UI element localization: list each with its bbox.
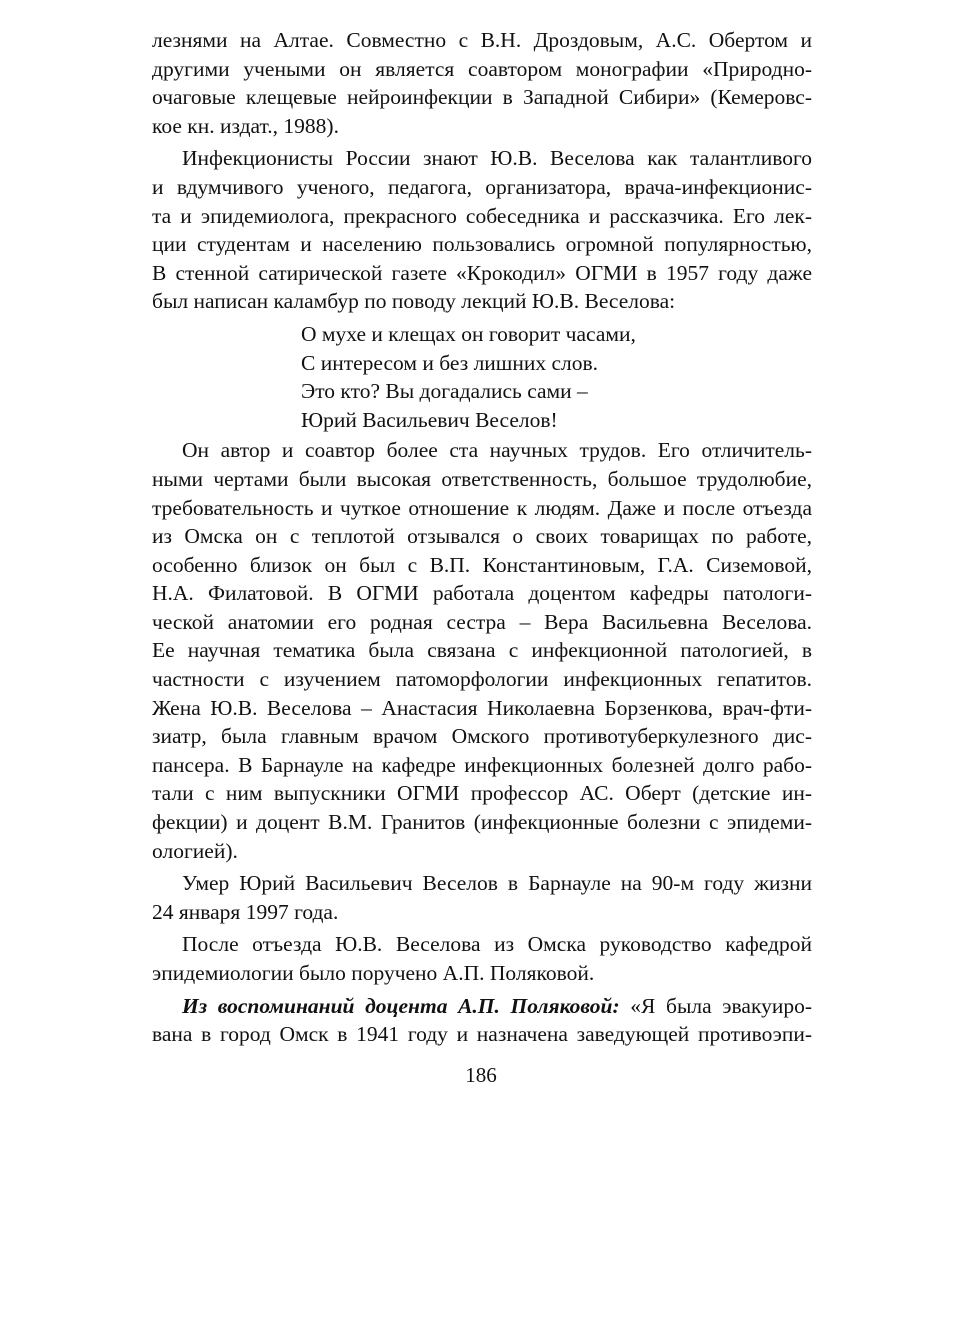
text-line: Он автор и соавтор более ста научных трудов. Его отличитель- — [182, 438, 812, 463]
verse-line: Это кто? Вы догадались сами – — [301, 379, 588, 404]
paragraph-5 — [152, 930, 812, 987]
text-line: После отъезда Ю.В. Веселова из Омска руководство кафедрой — [182, 932, 812, 957]
text-line: эпидемиологии было поручено А.П. Поляковой. — [152, 961, 595, 985]
verse-line: Юрий Васильевич Веселов! — [301, 407, 558, 432]
text-line: вана в город Омск в 1941 году и назначена заведующей противоэпи- — [152, 1022, 812, 1047]
text-line: и вдумчивого ученого, педагога, организатора, врача-инфекционис- — [152, 174, 812, 199]
paragraph-2 — [152, 144, 812, 316]
paragraph-3 — [152, 436, 812, 865]
text-line: из Омска он с теплотой отзывался о своих товарищах по работе, — [152, 524, 812, 549]
text-line: очаговые клещевые нейроинфекции в Западной Сибири» (Кемеровс- — [152, 85, 812, 110]
text-line: другими учеными он является соавтором монографии «Природно- — [152, 56, 812, 81]
paragraph-1 — [152, 26, 812, 140]
paragraph-6 — [152, 992, 812, 1049]
text-line: Умер Юрий Васильевич Веселов в Барнауле на 90-м году жизни — [182, 871, 812, 896]
text-line: 24 января 1997 года. — [152, 899, 339, 924]
text-line: требовательность и чуткое отношение к людям. Даже и после отъезда — [152, 495, 812, 520]
verse-line: О мухе и клещах он говорит часами, — [301, 321, 636, 346]
text-line: фекции) и доцент В.М. Гранитов (инфекционные болезни с эпидеми- — [152, 810, 812, 835]
text-line: лезнями на Алтае. Совместно с В.Н. Дроздовым, А.С. Обертом и — [152, 28, 812, 52]
text-line: особенно близок он был с В.П. Константиновым, Г.А. Сиземовой, — [152, 552, 812, 577]
text-line: Инфекционисты России знают Ю.В. Веселова как талантливого — [182, 146, 812, 171]
text-line: зиатр, была главным врачом Омского противотуберкулезного дис- — [152, 724, 812, 749]
page-number: 186 — [465, 1063, 497, 1087]
verse-line: С интересом и без лишних слов. — [301, 350, 599, 375]
text-line: Н.А. Филатовой. В ОГМИ работала доцентом кафедры патологи- — [152, 581, 812, 606]
text-line: ными чертами были высокая ответственность, большое трудолюбие, — [152, 466, 812, 491]
text-line: тали с ним выпускники ОГМИ профессор АС. Оберт (детские ин- — [152, 781, 812, 806]
memoir-quote-start: «Я была эвакуиро- — [619, 993, 812, 1018]
text-line: та и эпидемиолога, прекрасного собеседника и рассказчика. Его лек- — [152, 203, 812, 228]
text-line: частности с изучением патоморфологии инфекционных гепатитов. — [152, 667, 812, 692]
text-line: пансера. В Барнауле на кафедре инфекционных болезней долго рабо- — [152, 752, 812, 777]
text-line: кое кн. издат., 1988). — [152, 113, 339, 138]
text-line: ции студентам и населению пользовались огромной популярностью, — [152, 232, 812, 257]
text-line: Жена Ю.В. Веселова – Анастасия Николаевна Борзенкова, врач-фти- — [152, 695, 812, 720]
text-line: был написан каламбур по поводу лекций Ю.В. Веселова: — [152, 289, 676, 314]
text-line: ологией). — [152, 838, 238, 863]
paragraph-4 — [152, 869, 812, 926]
page-body — [152, 26, 812, 1053]
text-line — [152, 992, 812, 1021]
text-line: ческой анатомии его родная сестра – Вера Васильевна Веселова. — [152, 609, 812, 634]
text-line: Ее научная тематика была связана с инфекционной патологией, в — [152, 638, 812, 663]
memoir-heading: Из воспоминаний доцента А.П. Поляковой: — [182, 993, 620, 1018]
verse-block — [152, 320, 812, 434]
text-line: В стенной сатирической газете «Крокодил» ОГМИ в 1957 году даже — [152, 260, 812, 285]
